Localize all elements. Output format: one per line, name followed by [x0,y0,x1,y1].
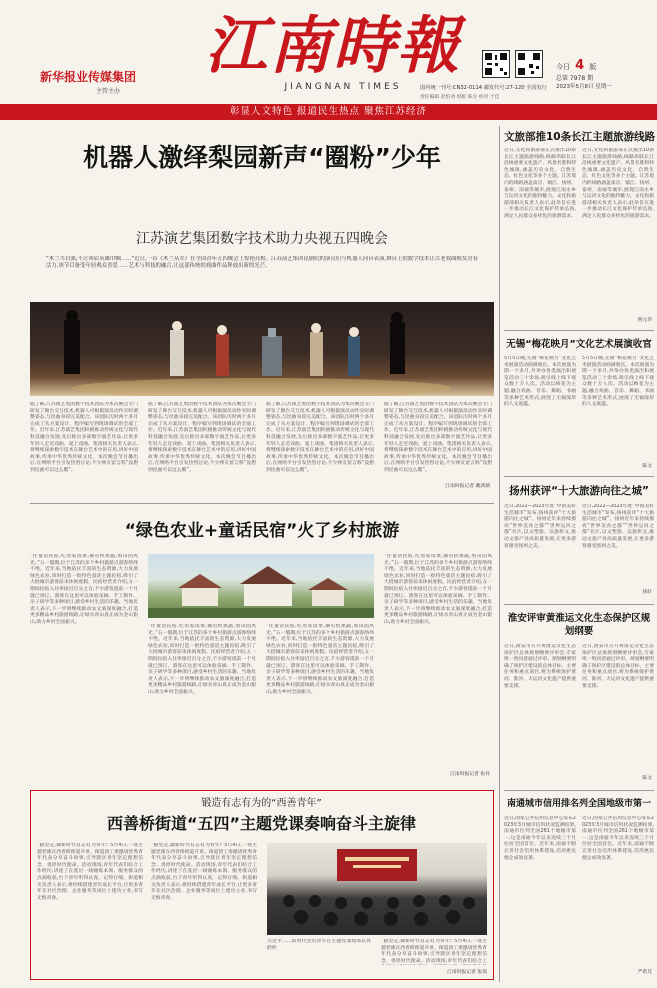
divider [504,476,654,477]
sidebar [504,126,654,982]
lead-body-col-1: 据了解,江苏演艺集团数字技术团队为本次晚会专门研发了舞台交互技术,机器人可根据演员动作实时调整姿态,与昆曲身段完美配合。该团队历时两个多月完成了从方案设计、程序编写到现场调试的全部工作。近年来,江苏演艺集团积极推动传统文化与现代科技融合发展,先后推出多部数字演艺作品,让更多年轻人走近戏曲、爱上戏曲。集团相关负责人表示,将继续探索数字技术在舞台艺术中的应用,讲好中国故事,传承中华优秀传统文化。本次晚会节目播出后,在网络平台引发热烈讨论,不少网友留言称“没想到昆曲可以这么酷”。 [30,402,138,473]
slogan-bar [0,104,657,120]
sidebar-body: 近日,国家公共信用信息中心发布2023年3月城市信用状况监测结果,南通市位列全国261个地级市第一,这是南通今年以来连续三个月位居全国首位。近年来,南通不断完善社会信用体系建设,信用惠民便企成效显著。 [582,816,654,861]
rural-body-col-3: “住童话民宿,吃农家饭菜,摘有机果蔬,看田园风光。”五一假期,位于江苏的多个乡村旅游点游客络绎不绝。近年来,当地依托丰富的生态资源,大力发展绿色农业,同时打造一批特色童话主题民宿,吸引了大批城市游客前来休闲度假。民宿经营者介绍,五一期间民宿入住率接近百分之百,不少游客提前一个月就已预订。游客在这里可以体验采摘、手工制作、亲子研学等多种项目,感受乡村生活的乐趣。当地负责人表示,下一步将继续推动农文旅深度融合,打造更多精品乡村旅游线路,让绿水青山真正成为金山银山,助力乡村全面振兴。 [266,624,374,695]
group-logo-text: 新华报业传媒集团 [40,70,137,84]
sidebar-headline: 淮安评审黄淮运文化生态保护区规划纲要 [507,613,651,637]
group-logo-sub: 主管主办 [96,88,121,95]
today-pages: 4 [575,58,585,73]
slogan-text: 彰显人文特色 报道民生热点 聚焦江苏经济 [229,106,428,117]
group-logo [40,68,180,96]
youth-photo [267,843,487,935]
youth-headline: 西善桥街道“五四”主题党课奏响奋斗主旋律 [106,814,417,833]
lead-body-col-3: 据了解,江苏演艺集团数字技术团队为本次晚会专门研发了舞台交互技术,机器人可根据演员动作实时调整姿态,与昆曲身段完美配合。该团队历时两个多月完成了从方案设计、程序编写到现场调试的全部工作。近年来,江苏演艺集团积极推动传统文化与现代科技融合发展,先后推出多部数字演艺作品,让更多年轻人走近戏曲、爱上戏曲。集团相关负责人表示,将继续探索数字技术在舞台艺术中的应用,讲好中国故事,传承中华优秀传统文化。本次晚会节目播出后,在网络平台引发热烈讨论,不少网友留言称“没想到昆曲可以这么酷”。 [266,402,374,473]
youth-body-col-2: “跟党走,做新时代有志有为青年!”5月4日,一场主题党课在西善桥街道开讲。街道团工委邀请优秀青年代表分享奋斗故事,引导辖区青年坚定理想信念、勇担时代使命。活动现场,青年代表们结合工作经历,讲述了在基层一线锤炼本领、服务群众的点滴收获,台下青年听得认真、记得仔细。街道相关负责人表示,将持续搭建青年成长平台,让更多青年在社区治理、企业服务等岗位上建功立业,书写无悔青春。 [151,843,257,901]
youth-kicker: 锻造有志有为的“西善青年” [201,798,322,809]
issue-number: 总第 7978 期 [556,75,594,82]
qr-code-icon [482,50,510,78]
sidebar-byline: 严希芃 [637,970,652,975]
sidebar-byline: 扬轩 [642,590,652,595]
qr-code-icon [515,50,543,78]
sidebar-body: 5月5日晚,无锡“梅花映月”文化艺术展演活动圆满收官。本次展演为期一个多月,共举办各类演出和展览活动三十余场,吸引线上线下观众数十万人次。活动以梅花为主题,融合戏曲、音乐、舞蹈、书画等多种艺术形式,展现了无锡深厚的人文底蕴。 [582,356,654,408]
divider [30,503,494,504]
publication-code: 国内统一刊号:CN32-0114 邮发代号:27-120 全国发行 [420,85,547,91]
youth-body-col-1: “跟党走,做新时代有志有为青年!”5月4日,一场主题党课在西善桥街道开讲。街道团工委邀请优秀青年代表分享奋斗故事,引导辖区青年坚定理想信念、勇担时代使命。活动现场,青年代表们结合工作经历,讲述了在基层一线锤炼本领、服务群众的点滴收获,台下青年听得认真、记得仔细。街道相关负责人表示,将持续搭建青年成长平台,让更多青年在社区治理、企业服务等岗位上建功立业,书写无悔青春。 [37,843,143,901]
sidebar-story-nantong [504,794,654,980]
sidebar-byline: 陈文 [642,464,652,469]
sidebar-body: 近日,文化和旅游部正式推出10条长江主题旅游线路,线路串联长江沿线重要文化遗产、风景名胜和特色城镇,涵盖历史文化、自然生态、红色文化等多个主题。江苏境内的线路涵盖南京、镇江、扬州、泰州、南通等城市,展现江南水乡与运河文化的独特魅力。文化和旅游部相关负责人表示,此举旨在进一步推动长江文化保护传承弘扬,满足人民群众多样化的旅游需求。 [582,148,654,219]
sidebar-story-wuxi-plum [504,334,654,472]
paper-title-en: JIANGNAN TIMES [284,82,402,92]
lead-body-col-2: 据了解,江苏演艺集团数字技术团队为本次晚会专门研发了舞台交互技术,机器人可根据演员动作实时调整姿态,与昆曲身段完美配合。该团队历时两个多月完成了从方案设计、程序编写到现场调试的全部工作。近年来,江苏演艺集团积极推动传统文化与现代科技融合发展,先后推出多部数字演艺作品,让更多年轻人走近戏曲、爱上戏曲。集团相关负责人表示,将继续探索数字技术在舞台艺术中的应用,讲好中国故事,传承中华优秀传统文化。本次晚会节目播出后,在网络平台引发热烈讨论,不少网友留言称“没想到昆曲可以这么酷”。 [148,402,256,473]
sidebar-headline: 扬州获评“十大旅游向往之城” [509,485,649,497]
divider [504,604,654,605]
youth-body-col-3: “跟党走,做新时代有志有为青年!”5月4日,一场主题党课在西善桥街道开讲。街道团工委邀请优秀青年代表分享奋斗故事,引导辖区青年坚定理想信念、勇担时代使命。活动现场,青年代表们结合工 [381,939,487,964]
today-label: 今日 [556,63,570,71]
lead-intro: “木兰当自强,不让须眉英雄巾帼……”近日,一首《木兰从军》在全国青年五四晚会上惊艳亮相。江苏演艺集团昆剧院的演员们与机器人同台表演,舞台上的数字技术让古老戏曲焕发青春活力,该节目备受年轻观众喜爱……艺术与科技的融合,让这部传统的戏曲作品释放出新的光芒。 [46,256,478,270]
column-divider [499,126,500,982]
rural-headline: “绿色农业+童话民宿”火了乡村旅游 [124,521,400,541]
today-unit: 版 [589,63,597,71]
sidebar-story-huaian [504,608,654,786]
sidebar-body: 近日,2022—2023年度“中国美好生活城市”发布,扬州获评“十大旅游向往之城”。扬州近年来持续擦亮“世界美食之都”“世界运河之都”名片,以文塑旅、以旅彰文,推动文旅产业高质量发展,让更多游客感受扬州之美。 [504,504,576,549]
lead-byline: 江南时报记者 戴鸿炳 [445,484,490,489]
sidebar-byline: 陈文 [642,776,652,781]
youth-byline: 江南时报记者 张茹 [447,970,487,975]
lead-photo [30,302,494,396]
paper-title: 江南時報 [205,9,462,82]
youth-photo-caption: 习近平……新时代党员青年在主题党课现场认真聆听 [267,939,371,951]
divider [504,790,654,791]
sidebar-body: 近日,淮安市召开黄淮运文化生态保护区总体规划纲要评审会,专家组一致同意通过评审。规划纲要明确了保护区建设的总体目标、主要任务和重点项目,将为系统保护黄河、淮河、大运河文化遗产提供重要支撑。 [582,644,654,689]
sidebar-headline: 文旅部推10条长江主题旅游线路 [504,131,656,143]
sidebar-headline: 无锡“梅花映月”文化艺术展演收官 [506,339,652,350]
divider [504,330,654,331]
editors-credit: 责任编辑 赵怕劝 组版 陈方 校对 于佳 [420,95,500,100]
sidebar-body: 近日,2022—2023年度“中国美好生活城市”发布,扬州获评“十大旅游向往之城”。扬州近年来持续擦亮“世界美食之都”“世界运河之都”名片,以文塑旅、以旅彰文,推动文旅产业高质量发展,让更多游客感受扬州之美。 [582,504,654,549]
issue-date: 2023年5月8日 星期一 [556,84,612,90]
sidebar-byline: 鲁元华 [637,318,652,323]
sidebar-headline: 南通城市信用排名列全国地级市第一 [506,799,651,809]
rural-body-col-4: “住童话民宿,吃农家饭菜,摘有机果蔬,看田园风光。”五一假期,位于江苏的多个乡村旅游点游客络绎不绝。近年来,当地依托丰富的生态资源,大力发展绿色农业,同时打造一批特色童话主题民宿,吸引了大批城市游客前来休闲度假。民宿经营者介绍,五一期间民宿入住率接近百分之百,不少游客提前一个月就已预订。游客在这里可以体验采摘、手工制作、亲子研学等多种项目,感受乡村生活的乐趣。当地负责人表示,下一步将继续推动农文旅深度融合,打造更多精品乡村旅游线路,让绿水青山真正成为金山银山,助力乡村全面振兴。 [384,554,492,625]
sidebar-body: 5月5日晚,无锡“梅花映月”文化艺术展演活动圆满收官。本次展演为期一个多月,共举办各类演出和展览活动三十余场,吸引线上线下观众数十万人次。活动以梅花为主题,融合戏曲、音乐、舞蹈、书画等多种艺术形式,展现了无锡深厚的人文底蕴。 [504,356,576,408]
rural-body-col-1: “住童话民宿,吃农家饭菜,摘有机果蔬,看田园风光。”五一假期,位于江苏的多个乡村旅游点游客络绎不绝。近年来,当地依托丰富的生态资源,大力发展绿色农业,同时打造一批特色童话主题民宿,吸引了大批城市游客前来休闲度假。民宿经营者介绍,五一期间民宿入住率接近百分之百,不少游客提前一个月就已预订。游客在这里可以体验采摘、手工制作、亲子研学等多种项目,感受乡村生活的乐趣。当地负责人表示,下一步将继续推动农文旅深度融合,打造更多精品乡村旅游线路,让绿水青山真正成为金山银山,助力乡村全面振兴。 [30,554,138,625]
lead-story [30,126,494,496]
lead-body-col-4: 据了解,江苏演艺集团数字技术团队为本次晚会专门研发了舞台交互技术,机器人可根据演员动作实时调整姿态,与昆曲身段完美配合。该团队历时两个多月完成了从方案设计、程序编写到现场调试的全部工作。近年来,江苏演艺集团积极推动传统文化与现代科技融合发展,先后推出多部数字演艺作品,让更多年轻人走近戏曲、爱上戏曲。集团相关负责人表示,将继续探索数字技术在舞台艺术中的应用,讲好中国故事,传承中华优秀传统文化。本次晚会节目播出后,在网络平台引发热烈讨论,不少网友留言称“没想到昆曲可以这么酷”。 [384,402,492,473]
sidebar-body: 近日,淮安市召开黄淮运文化生态保护区总体规划纲要评审会,专家组一致同意通过评审。规划纲要明确了保护区建设的总体目标、主要任务和重点项目,将为系统保护黄河、淮河、大运河文化遗产提供重要支撑。 [504,644,576,689]
rural-byline: 江南时报记者 张祥 [450,772,490,777]
rural-photo [148,554,374,618]
sidebar-body: 近日,国家公共信用信息中心发布2023年3月城市信用状况监测结果,南通市位列全国261个地级市第一,这是南通今年以来连续三个月位居全国首位。近年来,南通不断完善社会信用体系建设,信用惠民便企成效显著。 [504,816,576,861]
lead-headline: 机器人激绎梨园新声“圈粉”少年 [83,143,441,172]
sidebar-body: 近日,文化和旅游部正式推出10条长江主题旅游线路,线路串联长江沿线重要文化遗产、风景名胜和特色城镇,涵盖历史文化、自然生态、红色文化等多个主题。江苏境内的线路涵盖南京、镇江、扬州、泰州、南通等城市,展现江南水乡与运河文化的独特魅力。文化和旅游部相关负责人表示,此举旨在进一步推动长江文化保护传承弘扬,满足人民群众多样化的旅游需求。 [504,148,576,219]
sidebar-story-yangzhou [504,480,654,600]
rural-story [30,510,494,780]
masthead [0,0,657,106]
youth-story [30,790,494,980]
rural-body-col-2: “住童话民宿,吃农家饭菜,摘有机果蔬,看田园风光。”五一假期,位于江苏的多个乡村旅游点游客络绎不绝。近年来,当地依托丰富的生态资源,大力发展绿色农业,同时打造一批特色童话主题民宿,吸引了大批城市游客前来休闲度假。民宿经营者介绍,五一期间民宿入住率接近百分之百,不少游客提前一个月就已预订。游客在这里可以体验采摘、手工制作、亲子研学等多种项目,感受乡村生活的乐趣。当地负责人表示,下一步将继续推动农文旅深度融合,打造更多精品乡村旅游线路,让绿水青山真正成为金山银山,助力乡村全面振兴。 [148,624,256,695]
sidebar-story-culture-routes [504,126,654,326]
lead-subhead: 江苏演艺集团数字技术助力央视五四晚会 [136,231,388,247]
